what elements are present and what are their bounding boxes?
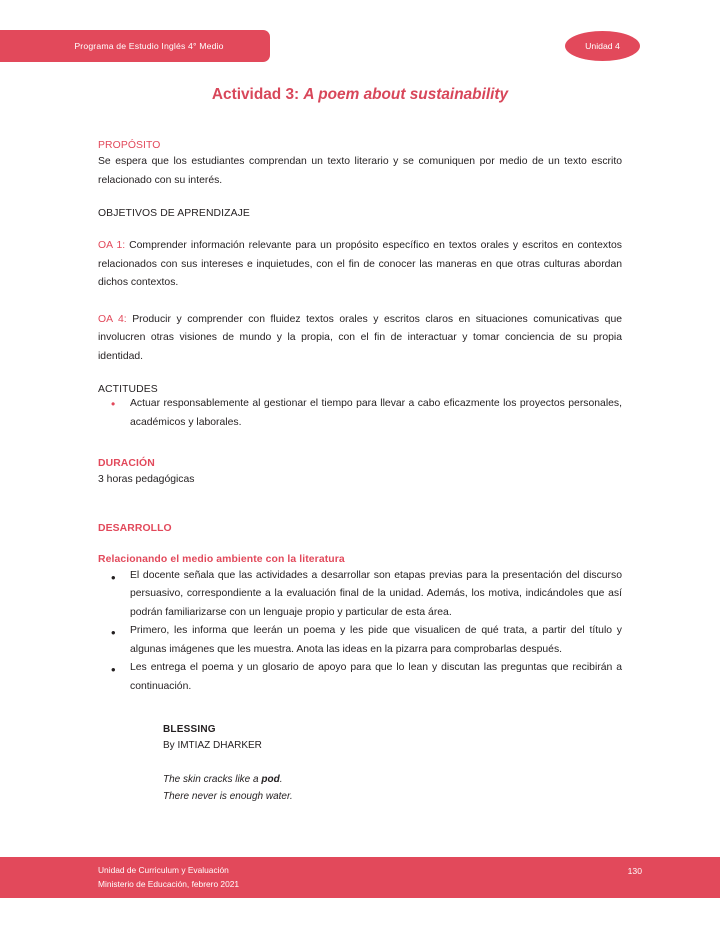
footer-line-1: Unidad de Curriculum y Evaluación [98, 865, 229, 875]
section-heading-desarrollo: DESARROLLO [98, 522, 172, 534]
duracion-text: 3 horas pedagógicas [98, 474, 195, 486]
poem-line-1-keyword: pod [261, 774, 280, 786]
poem-title: BLESSING [163, 724, 216, 736]
poem-line-1-pre: The skin cracks like a [163, 774, 262, 786]
oa-item-1 [98, 237, 622, 293]
list-item: • Les entrega el poema y un glosario de apoyo para que lo lean y discutan las preguntas que recibirán a continuación. [98, 659, 622, 696]
page-footer [0, 857, 720, 898]
poem-line-2: There never is enough water. [163, 791, 293, 803]
program-banner [0, 30, 270, 62]
page-title-prefix: Actividad 3: [211, 86, 304, 103]
poem-author: By IMTIAZ DHARKER [163, 740, 262, 752]
poem-excerpt [163, 722, 622, 805]
section-heading-actitudes: ACTITUDES [98, 384, 158, 396]
oa-item-1-tag: OA 1: [98, 240, 126, 252]
footer-credits [98, 864, 239, 891]
page-title-emphasis: A poem about sustainability [303, 86, 509, 103]
unit-badge-label: Unidad 4 [585, 41, 620, 51]
page-header [0, 0, 720, 72]
oa-item-2-tag: OA 4: [98, 313, 127, 325]
document-body [98, 140, 622, 806]
actitudes-list [98, 395, 622, 432]
list-item: • Primero, les informa que leerán un poema y les pide que visualicen de qué trata, a partir del título y algunas imágenes que les muestra. Anota las ideas en la pizarra para comprobarlas después. [98, 622, 622, 659]
list-item: • Actuar responsablemente al gestionar el tiempo para llevar a cabo eficazmente los proyectos personales, académicos y laborales. [98, 395, 622, 432]
program-banner-label: Programa de Estudio Inglés 4° Medio [74, 41, 224, 51]
oa-item-2 [98, 311, 622, 367]
poem-line-1-post: . [279, 774, 283, 786]
list-item: • El docente señala que las actividades a desarrollar son etapas previas para la presentación del discurso persuasivo, correspondiente a la evaluación final de la unidad. Además, los motiva, indicándoles que así podrán familiarizarse con un lenguaje propio y particular de esta área. [98, 567, 622, 623]
proposito-text: Se espera que los estudiantes comprendan un texto literario y se comuniquen por medio de un texto escrito relacionado con su interés. [98, 156, 622, 186]
section-heading-duracion: DURACIÓN [98, 458, 155, 470]
page-number: 130 [627, 866, 642, 876]
oa-item-1-text: Comprender información relevante para un propósito específico en textos orales y escritos en contextos relacionados con sus intereses e inquietudes, con el fin de conocer las maneras en que otras culturas abordan dichos contextos. [98, 240, 622, 289]
page-title [0, 86, 720, 104]
desarrollo-subheading: Relacionando el medio ambiente con la literatura [98, 553, 345, 565]
section-heading-objetivos: OBJETIVOS DE APRENDIZAJE [98, 208, 250, 220]
section-heading-proposito: PROPÓSITO [98, 140, 161, 151]
footer-line-2: Ministerio de Educación, febrero 2021 [98, 878, 240, 889]
desarrollo-list [98, 567, 622, 697]
unit-badge [565, 31, 640, 61]
oa-item-2-text: Producir y comprender con fluidez textos orales y escritos claros en situaciones comunicativas que involucren otras visiones de mundo y la propia, con el fin de interactuar y tomar conciencia de su propia identidad. [98, 313, 622, 362]
poem-line-1 [163, 771, 622, 788]
